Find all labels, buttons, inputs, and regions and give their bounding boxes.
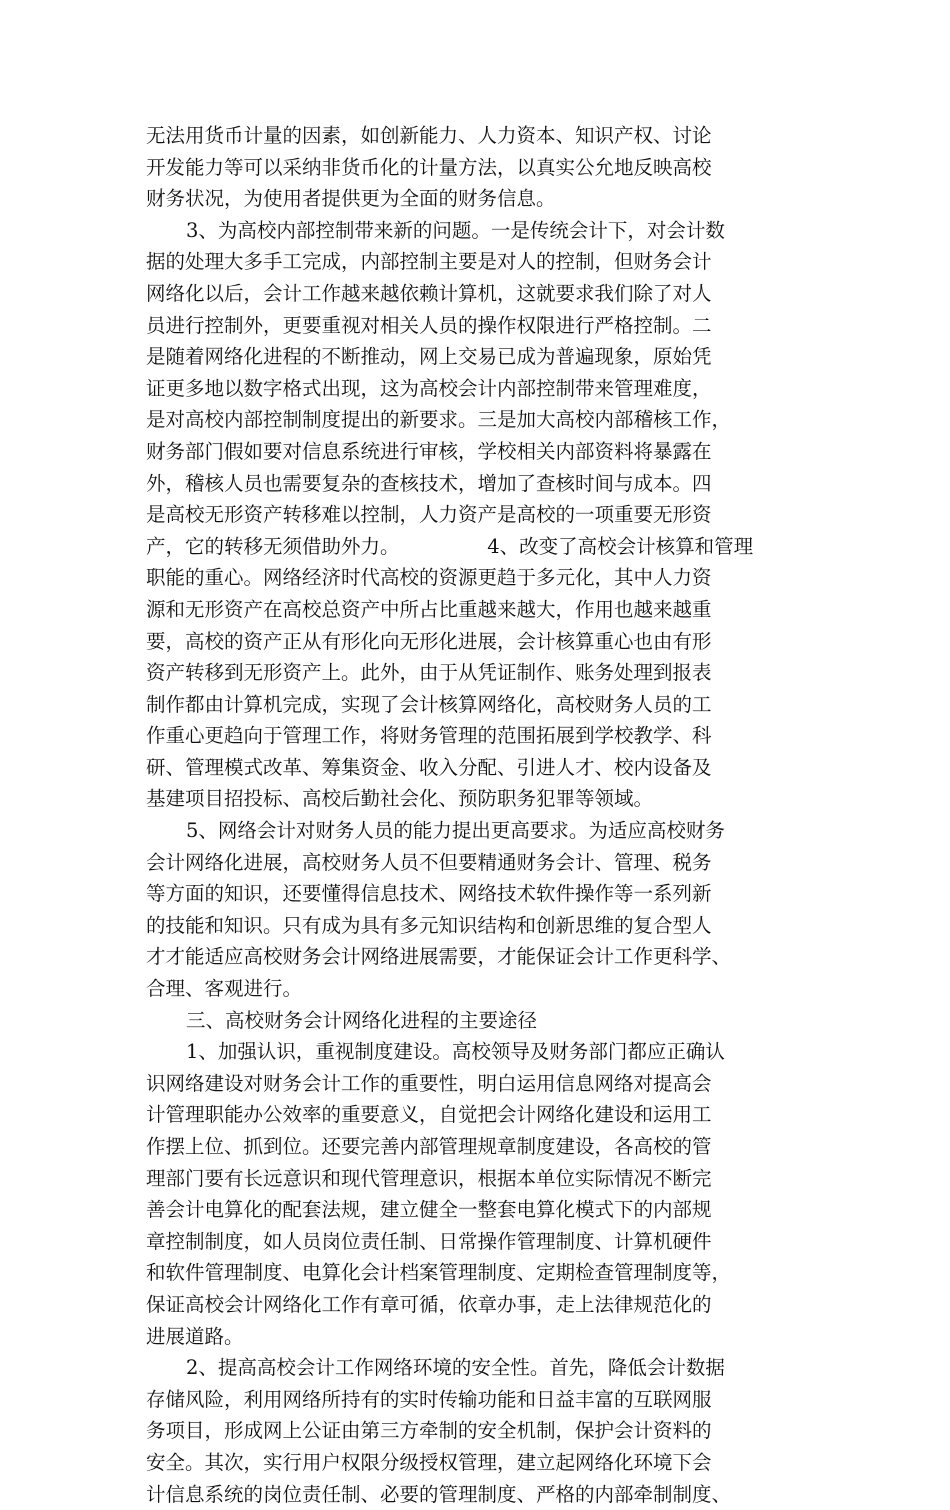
text-line: 是对高校内部控制制度提出的新要求。三是加大高校内部稽核工作， (146, 408, 732, 432)
text-line: 进展道路。 (146, 1324, 244, 1348)
text-line: 源和无形资产在高校总资产中所占比重越来越大，作用也越来越重 (146, 597, 712, 621)
text-line: 要，高校的资产正从有形化向无形化进展，会计核算重心也由有形 (146, 629, 712, 653)
text-line: 作重心更趋向于管理工作，将财务管理的范围拓展到学校教学、科 (146, 724, 712, 748)
text-line: 会计网络化进展，高校财务人员不但要精通财务会计、管理、税务 (146, 850, 712, 874)
text-line: 研、管理模式改革、筹集资金、收入分配、引进人才、校内设备及 (146, 755, 712, 779)
text-line: 资产转移到无形资产上。此外，由于从凭证制作、账务处理到报表 (146, 661, 712, 685)
text-line: 2、提高高校会计工作网络环境的安全性。首先，降低会计数据 (186, 1356, 725, 1380)
text-line: 存储风险，利用网络所持有的实时传输功能和日益丰富的互联网服 (146, 1387, 712, 1411)
text-line: 据的处理大多手工完成，内部控制主要是对人的控制，但财务会计 (146, 250, 712, 274)
text-line: 职能的重心。网络经济时代高校的资源更趋于多元化，其中人力资 (146, 566, 712, 590)
text-line: 外，稽核人员也需要复杂的查核技术，增加了查核时间与成本。四 (146, 471, 712, 495)
text-line: 善会计电算化的配套法规，建立健全一整套电算化模式下的内部规 (146, 1198, 712, 1222)
text-line: 证更多地以数字格式出现，这为高校会计内部控制带来管理难度， (146, 376, 712, 400)
text-line: 5、网络会计对财务人员的能力提出更高要求。为适应高校财务 (186, 819, 725, 843)
text-line: 的技能和知识。只有成为具有多元知识结构和创新思维的复合型人 (146, 913, 712, 937)
text-line: 保证高校会计网络化工作有章可循，依章办事，走上法律规范化的 (146, 1292, 712, 1316)
text-line: 3、为高校内部控制带来新的问题。一是传统会计下，对会计数 (186, 218, 725, 242)
text-line: 三、高校财务会计网络化进程的主要途径 (186, 1008, 538, 1032)
text-line: 安全。其次，实行用户权限分级授权管理，建立起网络化环境下会 (146, 1450, 712, 1474)
text-line: 务项目，形成网上公证由第三方牵制的安全机制，保护会计资料的 (146, 1419, 712, 1443)
text-line: 是随着网络化进程的不断推动，网上交易已成为普遍现象，原始凭 (146, 345, 712, 369)
text-line: 识网络建设对财务会计工作的重要性，明白运用信息网络对提高会 (146, 1071, 712, 1095)
text-line: 财务部门假如要对信息系统进行审核，学校相关内部资料将暴露在 (146, 439, 712, 463)
text-line: 章控制制度，如人员岗位责任制、日常操作管理制度、计算机硬件 (146, 1229, 712, 1253)
text-line: 财务状况，为使用者提供更为全面的财务信息。 (146, 187, 556, 211)
text-line: 合理、客观进行。 (146, 977, 303, 1001)
text-line: 和软件管理制度、电算化会计档案管理制度、定期检查管理制度等， (146, 1261, 732, 1285)
text-line: 才才能适应高校财务会计网络进展需要，才能保证会计工作更科学、 (146, 945, 732, 969)
document-body (146, 120, 810, 1510)
text-line: 无法用货币计量的因素，如创新能力、人力资本、知识产权、讨论 (146, 124, 712, 147)
text-line: 作摆上位、抓到位。还要完善内部管理规章制度建设，各高校的管 (146, 1135, 712, 1158)
text-line: 计管理职能办公效率的重要意义，自觉把会计网络化建设和运用工 (146, 1103, 712, 1127)
text-line: 是高校无形资产转移难以控制，人力资产是高校的一项重要无形资 (146, 503, 712, 527)
text-line: 员进行控制外，更要重视对相关人员的操作权限进行严格控制。二 (146, 313, 712, 337)
text-line: 1、加强认识，重视制度建设。高校领导及财务部门都应正确认 (186, 1040, 725, 1064)
text-line: 制作都由计算机完成，实现了会计核算网络化，高校财务人员的工 (146, 692, 712, 716)
text-line: 基建项目招投标、高校后勤社会化、预防职务犯罪等领域。 (146, 787, 654, 811)
text-line: 理部门要有长远意识和现代管理意识，根据本单位实际情况不断完 (146, 1166, 712, 1190)
text-line: 计信息系统的岗位责任制、必要的管理制度、严格的内部牵制制度、 (146, 1482, 732, 1506)
text-line: 开发能力等可以采纳非货币化的计量方法，以真实公允地反映高校 (146, 155, 712, 179)
text-line: 网络化以后，会计工作越来越依赖计算机，这就要求我们除了对人 (146, 281, 712, 305)
text-line: 产，它的转移无须借助外力。 4、改变了高校会计核算和管理 (146, 534, 754, 558)
text-line: 等方面的知识，还要懂得信息技术、网络技术软件操作等一系列新 (146, 882, 712, 906)
